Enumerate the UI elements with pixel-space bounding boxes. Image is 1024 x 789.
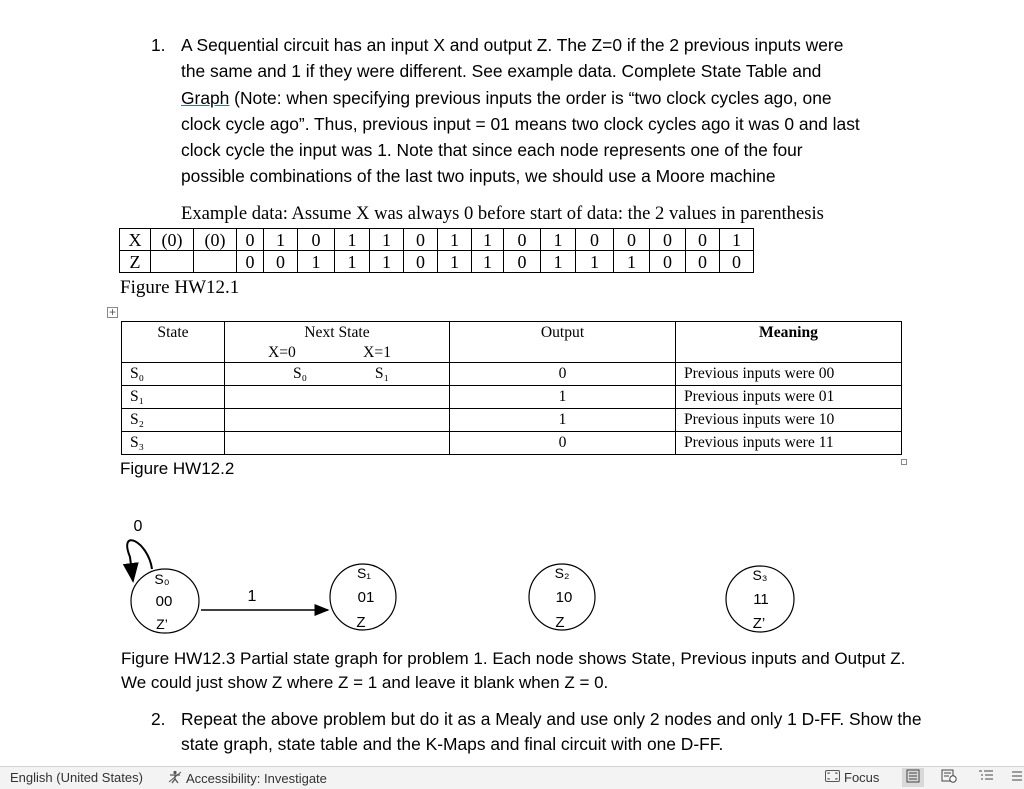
figure-caption-hw12-2: Figure HW12.2 [120,459,235,478]
z-value-cell: 0 [650,251,686,273]
problem-1-line-rest: (Note: when specifying previous inputs the order is “two clock cycles ago, one [229,87,832,108]
z-value-cell: 0 [720,251,754,273]
node-s0-state: S₀ [154,571,170,587]
figure-caption-hw12-3 [121,647,905,695]
next-state-x0: S₀ [293,365,308,382]
example-data-text: Example data: Assume X was always 0 before start of data: the 2 values in parenthesis [181,203,824,224]
language-indicator[interactable]: English (United States) [10,770,143,785]
node-s2-state: S₂ [554,565,570,581]
focus-label: Focus [844,770,880,785]
state-cell[interactable]: S₀ [122,363,225,386]
problem-1-line: clock cycle ago”. Thus, previous input = 01 means two clock cycles ago it was 0 and last [181,113,860,134]
x-value-cell: 1 [335,229,370,251]
node-s1-output: Z [356,614,366,631]
header-state: State [122,322,225,363]
state-table-row [122,432,902,455]
edge-label: 1 [247,588,257,605]
z-value-cell: 0 [404,251,438,273]
meaning-cell[interactable]: Previous inputs were 10 [676,409,902,432]
output-cell[interactable]: 1 [450,386,676,409]
z-value-cell [194,251,237,273]
z-value-cell: 0 [504,251,541,273]
problem-2-text [181,707,922,757]
problem-2-line: Repeat the above problem but do it as a Mealy and use only 2 nodes and only 1 D-FF. Show the [181,709,922,729]
table-move-handle[interactable]: + [108,305,116,319]
example-data-table [119,228,754,273]
draft-icon [1010,769,1022,786]
draft-view-button[interactable] [1008,768,1024,787]
node-s3-state: S₃ [752,567,768,583]
print-layout-icon [906,769,920,786]
graph-word: Graph [181,87,230,108]
node-s2-output: Z [555,614,565,631]
z-value-cell [151,251,194,273]
z-row-label: Z [120,251,151,273]
problem-1-number: 1. [151,35,166,55]
x-value-cell: 0 [298,229,335,251]
x-value-cell: 0 [404,229,438,251]
x-value-cell: 1 [720,229,754,251]
x-row [120,229,754,251]
accessibility-label: Accessibility: Investigate [186,771,327,786]
state-table[interactable] [121,321,902,455]
z-value-cell: 1 [438,251,472,273]
node-s1-inputs: 01 [357,589,375,606]
state-table-row [122,409,902,432]
focus-icon [825,770,840,785]
next-state-x1: S₁ [374,365,389,382]
problem-1-line: clock cycle the input was 1. Note that since each node represents one of the four [181,140,803,161]
self-loop-label: 0 [133,518,143,535]
outline-icon [978,769,994,786]
problem-1-text [181,32,901,190]
z-value-cell: 1 [298,251,335,273]
problem-1-line: A Sequential circuit has an input X and output Z. The Z=0 if the 2 previous inputs were [181,35,844,55]
outline-view-button[interactable] [975,768,997,787]
next-state-values [233,365,441,383]
state-cell[interactable]: S₃ [122,432,225,455]
next-state-cell[interactable] [225,363,450,386]
next-state-cell[interactable] [225,409,450,432]
problem-2-line: state graph, state table and the K-Maps and final circuit with one D-FF. [181,734,724,754]
node-s2-inputs: 10 [555,589,573,606]
web-layout-button[interactable] [938,768,960,787]
x-value-cell: 1 [438,229,472,251]
node-s0-inputs: 00 [155,593,173,610]
x-value-cell: 0 [614,229,650,251]
table-resize-handle[interactable] [901,459,907,465]
z-value-cell: 1 [541,251,576,273]
state-cell[interactable]: S₁ [122,386,225,409]
figure-caption-line: We could just show Z where Z = 1 and leave it blank when Z = 0. [121,673,609,692]
state-cell[interactable]: S₂ [122,409,225,432]
x-value-cell: 0 [650,229,686,251]
x-value-cell: 0 [237,229,264,251]
x-value-cell: 1 [472,229,504,251]
node-s3-inputs: 11 [753,591,769,608]
z-value-cell: 1 [370,251,404,273]
next-state-cell[interactable] [225,432,450,455]
z-value-cell: 1 [576,251,614,273]
header-next-state-label: Next State [304,324,370,341]
x-value-cell: 1 [370,229,404,251]
node-s3-output: Z’ [752,615,766,632]
z-value-cell: 0 [686,251,720,273]
print-layout-button[interactable] [902,768,924,787]
node-s0-output: Z’ [156,616,168,632]
problem-1-line [181,85,901,111]
figure-caption-hw12-1: Figure HW12.1 [120,277,240,298]
figure-caption-line: Figure HW12.3 Partial state graph for problem 1. Each node shows State, Previous inputs and Output Z. [121,649,906,668]
x-row-label: X [120,229,151,251]
z-value-cell: 0 [264,251,298,273]
header-x1: X=1 [363,344,391,361]
accessibility-checker[interactable] [168,770,327,787]
header-meaning: Meaning [676,322,902,363]
output-cell[interactable]: 0 [450,363,676,386]
state-graph [0,505,1024,645]
x-value-cell: (0) [151,229,194,251]
x-value-cell: 0 [686,229,720,251]
header-next-state [225,322,450,363]
meaning-cell[interactable]: Previous inputs were 00 [676,363,902,386]
problem-1-line: the same and 1 if they were different. See example data. Complete State Table and [181,61,822,82]
header-output: Output [450,322,676,363]
accessibility-icon [168,770,182,787]
x-value-cell: 1 [541,229,576,251]
web-layout-icon [941,769,957,786]
output-cell[interactable]: 0 [450,432,676,455]
x-value-cell: 0 [504,229,541,251]
status-bar [0,766,1024,789]
focus-button[interactable] [825,770,879,785]
x-value-cell: (0) [194,229,237,251]
z-value-cell: 0 [237,251,264,273]
z-row [120,251,754,273]
z-value-cell: 1 [335,251,370,273]
meaning-cell[interactable]: Previous inputs were 01 [676,386,902,409]
next-state-cell[interactable] [225,386,450,409]
x-value-cell: 0 [576,229,614,251]
state-table-header [122,322,902,363]
meaning-cell[interactable]: Previous inputs were 11 [676,432,902,455]
z-value-cell: 1 [472,251,504,273]
state-table-row [122,386,902,409]
state-table-row [122,363,902,386]
z-value-cell: 1 [614,251,650,273]
header-next-state-sub [233,344,441,362]
problem-1-line: possible combinations of the last two inputs, we should use a Moore machine [181,166,776,187]
problem-2-number: 2. [151,709,166,729]
node-s1-state: S₁ [356,565,372,581]
output-cell[interactable]: 1 [450,409,676,432]
header-x0: X=0 [268,344,296,361]
x-value-cell: 1 [264,229,298,251]
